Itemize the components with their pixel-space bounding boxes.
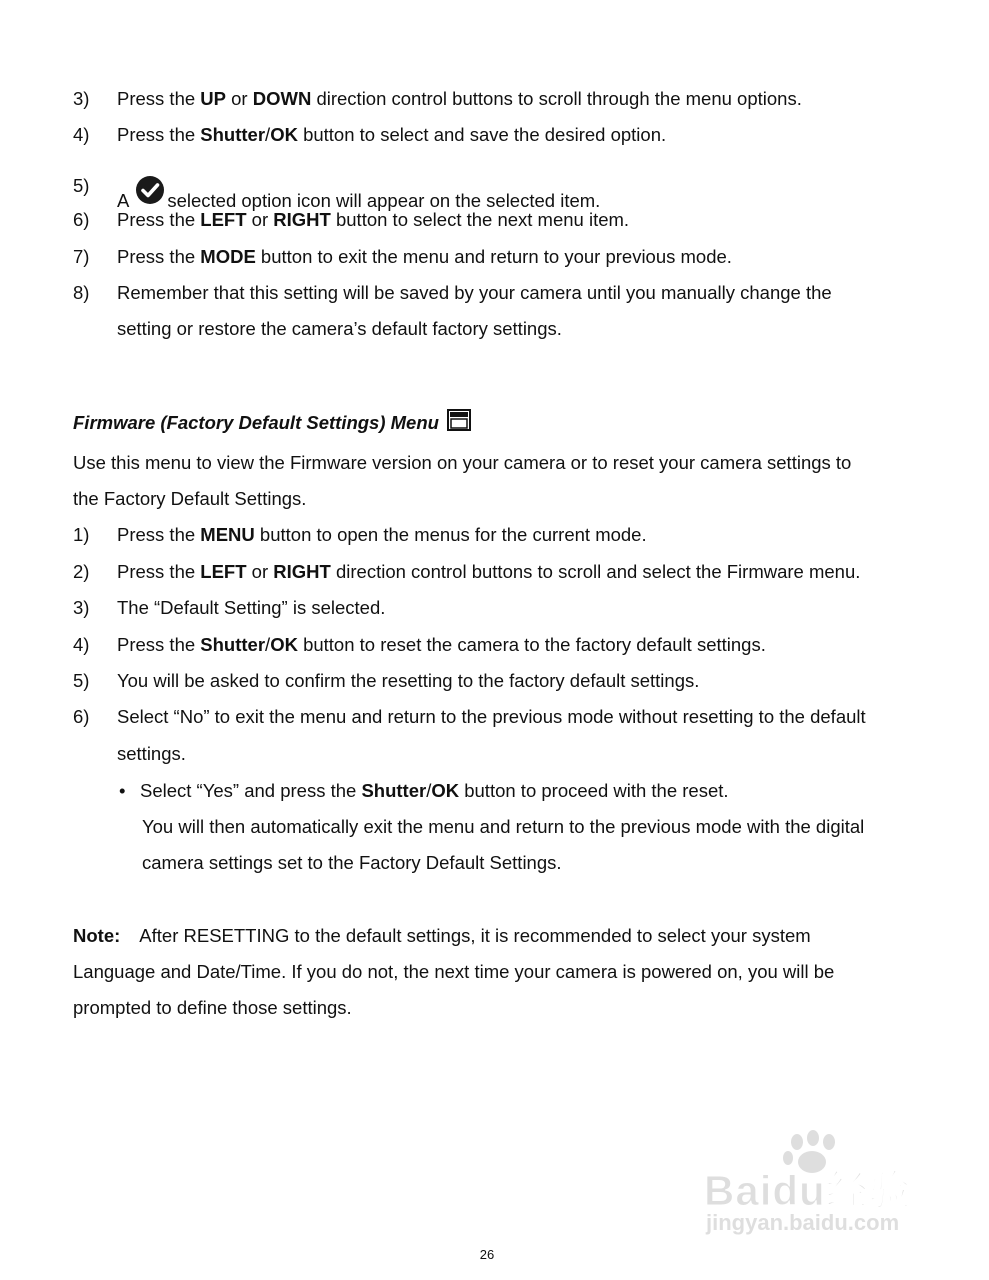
step-text: Press the Shutter/OK button to reset the camera to the factory default settings. xyxy=(117,634,766,655)
step-text-continued: settings. xyxy=(117,743,186,764)
step-text: Press the LEFT or RIGHT button to select the next menu item. xyxy=(117,209,630,230)
step-number: 5) xyxy=(73,670,90,691)
bullet-text-continued: camera settings set to the Factory Default Settings. xyxy=(142,852,562,873)
step-number: 6) xyxy=(73,706,90,727)
step-number: 4) xyxy=(73,124,90,145)
watermark-brand: Baidu经验 xyxy=(704,1167,912,1214)
step-text-continued: setting or restore the camera’s default factory settings. xyxy=(117,318,562,339)
step-number: 8) xyxy=(73,282,90,303)
step-number: 7) xyxy=(73,246,90,267)
check-icon xyxy=(135,175,165,210)
page-number: 26 xyxy=(479,1247,495,1262)
bullet-text: Select “Yes” and press the Shutter/OK button to proceed with the reset. xyxy=(140,780,729,801)
intro-line: Use this menu to view the Firmware version on your camera or to reset your camera settings to xyxy=(73,452,852,473)
step-text: Press the MODE button to exit the menu and return to your previous mode. xyxy=(117,246,732,267)
watermark-url: jingyan.baidu.com xyxy=(706,1210,900,1235)
step-text: Press the MENU button to open the menus for the current mode. xyxy=(117,524,647,545)
step-number: 6) xyxy=(73,209,90,230)
step-text: Press the UP or DOWN direction control buttons to scroll through the menu options. xyxy=(117,88,802,109)
bullet-symbol: • xyxy=(119,780,126,801)
step-number: 3) xyxy=(73,88,90,109)
step-text: A selected option icon will appear on the selected item. xyxy=(117,175,600,212)
step-text: The “Default Setting” is selected. xyxy=(117,597,386,618)
baidu-watermark xyxy=(700,1130,940,1240)
intro-line: the Factory Default Settings. xyxy=(73,488,307,509)
step-number: 2) xyxy=(73,561,90,582)
firmware-menu-icon xyxy=(447,409,471,437)
step-number: 5) xyxy=(73,175,90,196)
step-text: Remember that this setting will be saved by your camera until you manually change the xyxy=(117,282,832,303)
step-number: 3) xyxy=(73,597,90,618)
step-text: You will be asked to confirm the resetting to the factory default settings. xyxy=(117,670,700,691)
section-heading: Firmware (Factory Default Settings) Menu xyxy=(73,409,471,437)
note-line: Language and Date/Time. If you do not, the next time your camera is powered on, you will be xyxy=(73,961,835,982)
step-text: Press the Shutter/OK button to select and save the desired option. xyxy=(117,124,667,145)
note-line: prompted to define those settings. xyxy=(73,997,352,1018)
step-number: 1) xyxy=(73,524,90,545)
bullet-text-continued: You will then automatically exit the menu and return to the previous mode with the digital xyxy=(142,816,865,837)
note-line: Note: After RESETTING to the default settings, it is recommended to select your system xyxy=(73,925,811,946)
step-text: Press the LEFT or RIGHT direction control buttons to scroll and select the Firmware menu. xyxy=(117,561,861,582)
step-text: Select “No” to exit the menu and return to the previous mode without resetting to the default xyxy=(117,706,866,727)
step-number: 4) xyxy=(73,634,90,655)
note-label: Note: xyxy=(73,925,121,946)
